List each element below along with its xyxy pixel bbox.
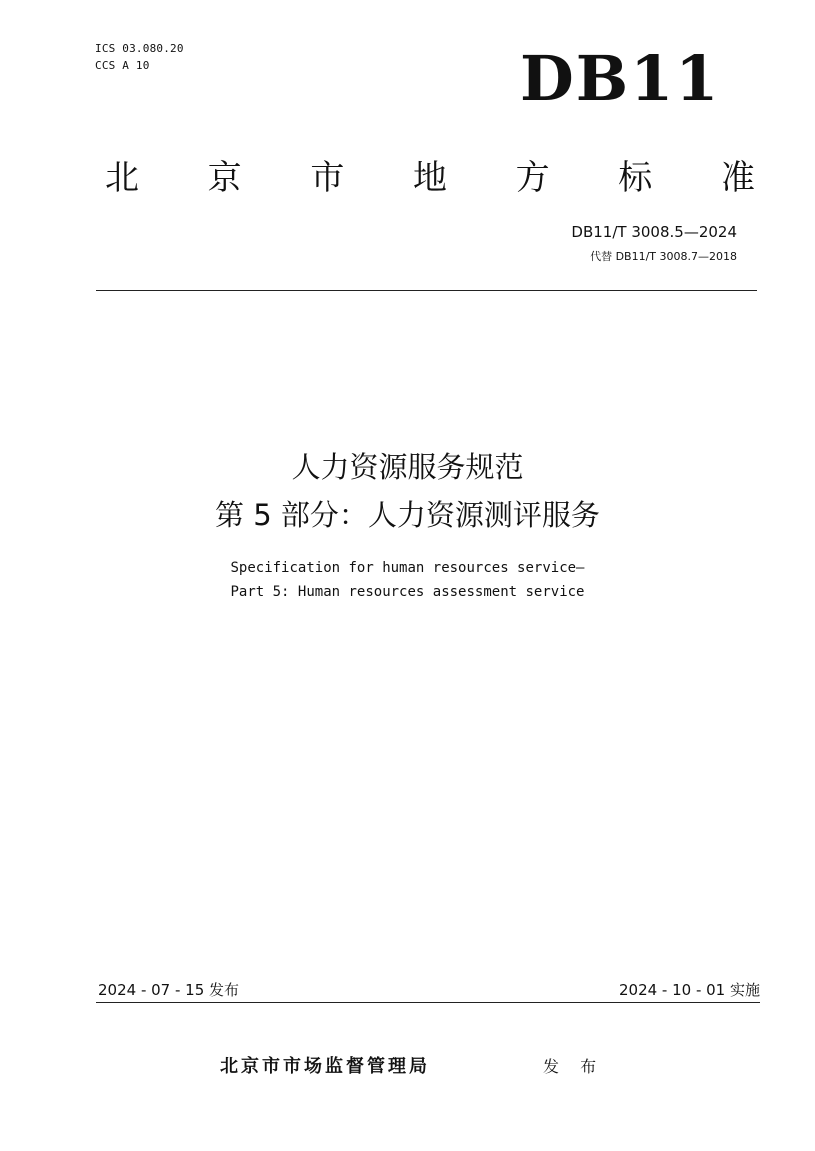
standard-type-char: 标 bbox=[618, 158, 653, 198]
ccs-code: CCS A 10 bbox=[95, 59, 150, 72]
title-en-line1: Specification for human resources service— bbox=[230, 560, 585, 576]
standard-type-char: 方 bbox=[515, 158, 550, 198]
standard-type-char: 准 bbox=[720, 158, 755, 198]
ics-code: ICS 03.080.20 bbox=[95, 42, 184, 55]
title-en-line2: Part 5: Human resources assessment service bbox=[230, 584, 585, 600]
publish-date: 2024 - 07 - 15 发布 bbox=[98, 981, 240, 999]
footer-divider bbox=[96, 1002, 760, 1003]
implement-date: 2024 - 10 - 01 实施 bbox=[618, 981, 760, 999]
standard-type-char: 市 bbox=[310, 158, 345, 198]
issuing-authority: 北京市市场监督管理局 bbox=[220, 1056, 430, 1077]
standard-type-char: 京 bbox=[207, 158, 242, 198]
title-zh-line2: 第 5 部分：人力资源测评服务 bbox=[215, 498, 600, 532]
db11-logo: DB11 bbox=[520, 42, 721, 115]
standard-type-heading bbox=[105, 156, 755, 200]
replaces-standard: 代替 DB11/T 3008.7—2018 bbox=[590, 250, 737, 263]
chinese-title bbox=[0, 443, 815, 539]
standard-type-char: 地 bbox=[412, 158, 447, 198]
english-title bbox=[0, 556, 815, 604]
standard-number: DB11/T 3008.5—2024 bbox=[571, 223, 737, 241]
issue-label: 发 布 bbox=[543, 1057, 605, 1076]
title-zh-line1: 人力资源服务规范 bbox=[291, 450, 524, 484]
classification-codes bbox=[95, 40, 184, 74]
header-divider bbox=[96, 290, 757, 291]
standard-type-char: 北 bbox=[105, 158, 139, 198]
